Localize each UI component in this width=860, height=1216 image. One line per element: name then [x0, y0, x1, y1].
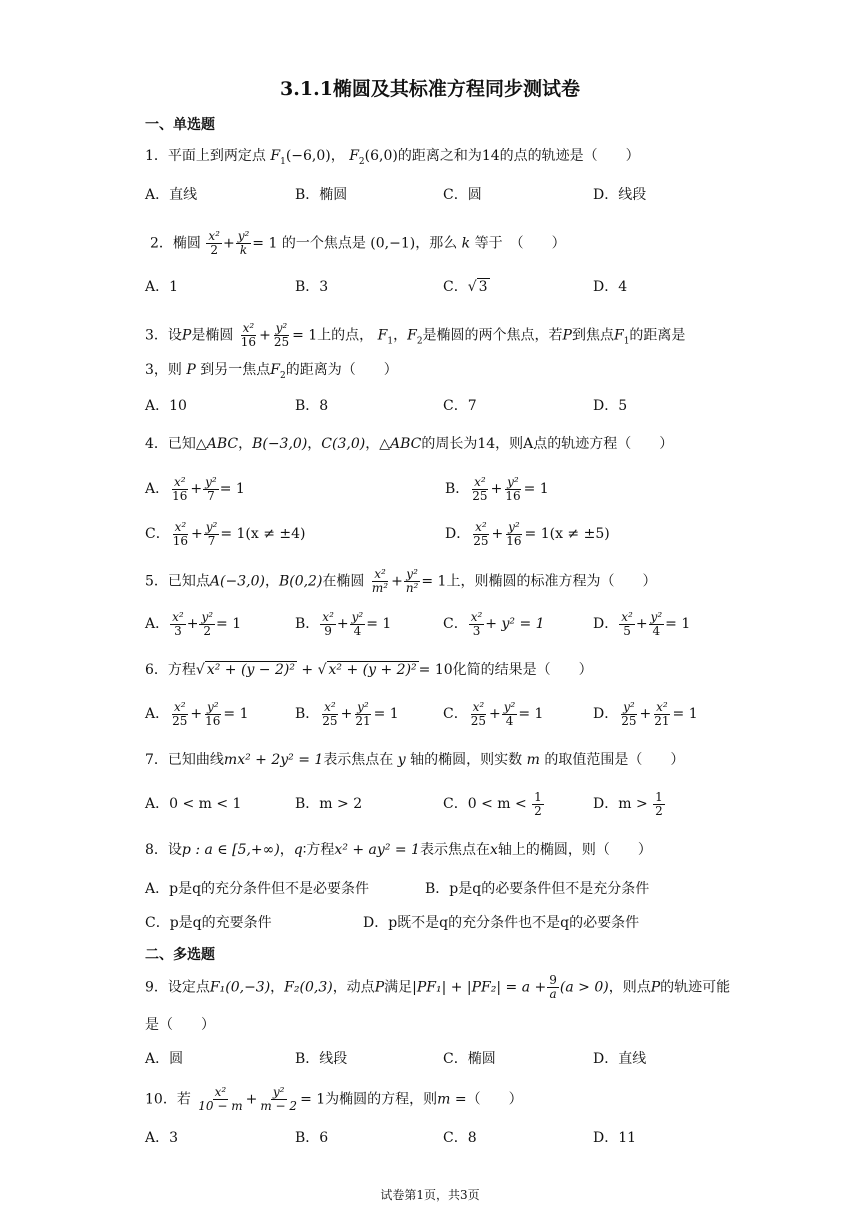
option-a[interactable]: A．直线	[145, 187, 198, 203]
question-8: 8．设p : a ∈ [5,+∞)，q∶方程x² + ay² = 1表示焦点在x轴上的椭圆，则（ ）	[145, 842, 652, 858]
option-c[interactable]: C．0 < m < $\frac{1}{2}$	[443, 789, 542, 818]
option-b[interactable]: B．p是q的必要条件但不是充分条件	[425, 881, 650, 897]
option-d[interactable]: D．4	[593, 279, 628, 295]
option-d[interactable]: D． $\frac{\text{y²}}{25}$ + $\frac{\text{x²}}{21}$ = 1	[593, 699, 698, 728]
options-q2	[145, 273, 725, 301]
page-title: 3.1.1椭圆及其标准方程同步测试卷	[280, 78, 580, 100]
option-b[interactable]: B．m > 2	[295, 796, 363, 812]
option-a[interactable]: A．0 < m < 1	[145, 796, 242, 812]
option-a[interactable]: A． $\frac{\text{x²}}{16}$ + $\frac{\text{y²}}{7}$ = 1	[145, 474, 245, 503]
page-footer: 试卷第1页，共3页	[380, 1188, 480, 1202]
option-d[interactable]: D．m > $\frac{1}{2}$	[593, 789, 663, 818]
option-c[interactable]: C．圆	[443, 187, 482, 203]
question-1: 1．平面上到两定点 $F_1(-6,0)$， $F_2(6,0)$的距离之和为14的点的轨迹是（ ）	[145, 148, 640, 167]
option-d[interactable]: D．直线	[593, 1051, 647, 1067]
option-a[interactable]: A． $\frac{\text{x²}}{25}$ + $\frac{\text{y²}}{16}$ = 1	[145, 699, 249, 728]
options-q1	[145, 181, 725, 209]
option-c[interactable]: C．椭圆	[443, 1051, 496, 1067]
option-d[interactable]: D． $\frac{\text{x²}}{5}$ + $\frac{\text{y²}}{4}$ = 1	[593, 609, 691, 638]
question-10: 10．若 $\frac{\text{x²}}{10 - m}$ + $\frac{\text{y²}}{m - 2}$ = 1为椭圆的方程，则m =（ ）	[145, 1085, 523, 1113]
option-b[interactable]: B．线段	[295, 1051, 348, 1067]
options-q4-row1	[145, 475, 725, 509]
option-b[interactable]: B． $\frac{\text{x²}}{25}$ + $\frac{\text{y²}}{21}$ = 1	[295, 699, 399, 728]
options-q9	[145, 1045, 725, 1073]
options-q8-row2	[145, 909, 725, 937]
question-9: 9．设定点F₁(0,−3)，F₂(0,3)，动点P满足|PF₁| + |PF₂| = a + $\frac{9}{a}$ (a > 0)，则点P的轨迹可能	[145, 973, 731, 1001]
option-d[interactable]: D．p既不是q的充分条件也不是q的必要条件	[363, 915, 640, 931]
option-a[interactable]: A．圆	[145, 1051, 184, 1067]
option-d[interactable]: D．5	[593, 398, 628, 414]
option-a[interactable]: A．p是q的充分条件但不是必要条件	[145, 881, 370, 897]
option-b[interactable]: B． $\frac{\text{x²}}{25}$ + $\frac{\text{y²}}{16}$ = 1	[445, 474, 549, 503]
option-c[interactable]: C． $\frac{\text{x²}}{25}$ + $\frac{\text{y²}}{4}$ = 1	[443, 699, 544, 728]
question-4: 4．已知△ABC，B(−3,0)，C(3,0)，△ABC的周长为14，则A点的轨迹方程（ ）	[145, 436, 674, 452]
option-c[interactable]: C．√ 3	[443, 279, 488, 295]
section-multi-choice: 二、多选题	[145, 947, 215, 963]
option-a[interactable]: A．1	[145, 279, 179, 295]
question-6: 6．方程√ x² + (y − 2)² + √ x² + (y + 2)² = 10化简的结果是（ ）	[145, 662, 593, 678]
option-a[interactable]: A．10	[145, 398, 187, 414]
question-3-line2: 3，则 P 到另一焦点$F_2$的距离为（ ）	[145, 362, 398, 381]
option-c[interactable]: C．p是q的充要条件	[145, 915, 272, 931]
option-a[interactable]: A． $\frac{\text{x²}}{3}$ + $\frac{\text{y²}}{2}$ = 1	[145, 609, 242, 638]
option-d[interactable]: D．11	[593, 1130, 637, 1146]
question-7: 7．已知曲线mx² + 2y² = 1表示焦点在 y 轴的椭圆，则实数 m 的取值范围是（ ）	[145, 752, 685, 768]
options-q4-row2	[145, 520, 725, 554]
option-b[interactable]: B． $\frac{\text{x²}}{9}$ + $\frac{\text{y²}}{4}$ = 1	[295, 609, 392, 638]
option-d[interactable]: D． $\frac{\text{x²}}{25}$ + $\frac{\text{y²}}{16}$ = 1(x ≠ ±5)	[445, 519, 610, 548]
question-5: 5．已知点A(−3,0)，B(0,2)在椭圆 $\frac{\text{x²}}{\text{m²}}$ + $\frac{\text{y²}}{\text{n²}}$ = 1上，则椭圆的标准方程为（ ）	[145, 567, 657, 595]
options-q3	[145, 392, 725, 420]
section-single-choice: 一、单选题	[145, 117, 215, 133]
option-b[interactable]: B．3	[295, 279, 329, 295]
question-3: 3．设P是椭圆 $\frac{\text{x²}}{16}$ + $\frac{\text{y²}}{25}$ = 1上的点， $F_1$，$F_2$是椭圆的两个焦点，若P到焦点$F_1$的距离是	[145, 321, 686, 349]
option-c[interactable]: C．7	[443, 398, 477, 414]
options-q5	[145, 610, 725, 644]
options-q8-row1	[145, 875, 725, 903]
options-q10	[145, 1124, 725, 1152]
option-d[interactable]: D．线段	[593, 187, 647, 203]
options-q6	[145, 700, 725, 734]
options-q7	[145, 790, 725, 824]
option-b[interactable]: B．6	[295, 1130, 329, 1146]
option-c[interactable]: C．8	[443, 1130, 477, 1146]
question-9-line2: 是（ ）	[145, 1017, 215, 1033]
option-b[interactable]: B．椭圆	[295, 187, 348, 203]
option-c[interactable]: C． $\frac{\text{x²}}{3}$ + y² = 1	[443, 609, 545, 638]
option-c[interactable]: C． $\frac{\text{x²}}{16}$ + $\frac{\text{y²}}{7}$ = 1(x ≠ ±4)	[145, 519, 306, 548]
option-b[interactable]: B．8	[295, 398, 329, 414]
option-a[interactable]: A．3	[145, 1130, 179, 1146]
question-2: 2．椭圆 $\frac{\text{x²}}{2}$ + $\frac{\text{y²}}{k}$ = 1 的一个焦点是 (0,−1)，那么 k 等于 （ ）	[150, 229, 566, 257]
